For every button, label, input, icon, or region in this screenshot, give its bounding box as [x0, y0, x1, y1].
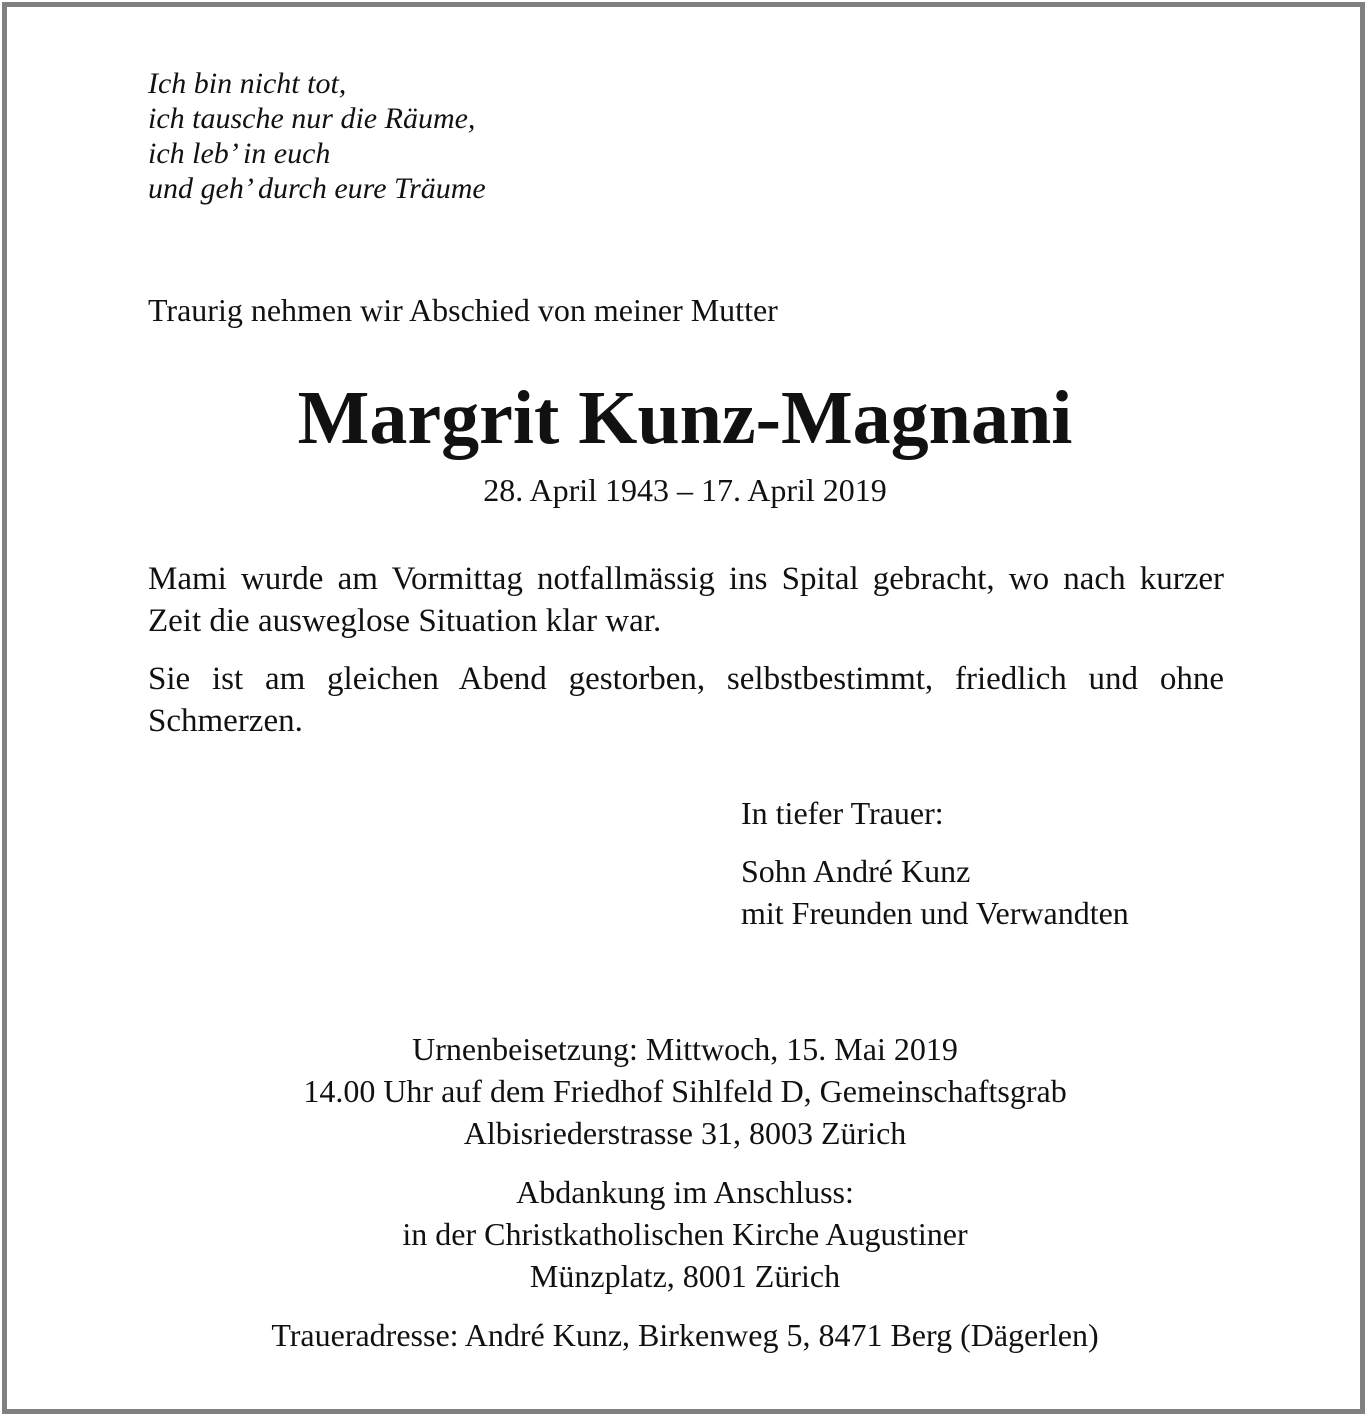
service-address: Münzplatz, 8001 Zürich — [529, 1258, 841, 1294]
service-title: Abdankung im Anschluss: — [516, 1174, 854, 1210]
mourners-title: In tiefer Trauer: — [741, 795, 944, 831]
poem-line: und geh’ durch eure Träume — [148, 172, 486, 205]
service-location: in der Christkatholischen Kirche Augustiner — [402, 1216, 968, 1252]
poem-line: ich tausche nur die Räume, — [148, 102, 476, 135]
poem-line: ich leb’ in euch — [148, 137, 331, 170]
intro-text: Traurig nehmen wir Abschied von meiner Mutter — [148, 292, 778, 328]
burial-location: 14.00 Uhr auf dem Friedhof Sihlfeld D, Gemeinschaftsgrab — [303, 1073, 1067, 1109]
burial-address: Albisriederstrasse 31, 8003 Zürich — [463, 1115, 907, 1151]
mourner-friends: mit Freunden und Verwandten — [741, 895, 1129, 931]
life-dates: 28. April 1943 – 17. April 2019 — [483, 472, 887, 508]
mourning-address: Traueradresse: André Kunz, Birkenweg 5, 8471 Berg (Dägerlen) — [271, 1317, 1099, 1353]
mourner-son: Sohn André Kunz — [741, 853, 971, 889]
body-paragraph-1: Mami wurde am Vormittag notfallmässig ins Spital gebracht, wo nach kurzer Zeit die ausweglose Situation klar war. — [148, 561, 1224, 639]
deceased-name: Margrit Kunz-Magnani — [297, 376, 1073, 460]
body-paragraph-2: Sie ist am gleichen Abend gestorben, selbstbestimmt, friedlich und ohne Schmerzen. — [148, 661, 1224, 739]
poem — [148, 66, 486, 206]
poem-line: Ich bin nicht tot, — [148, 67, 347, 100]
burial-date: Urnenbeisetzung: Mittwoch, 15. Mai 2019 — [412, 1031, 958, 1067]
